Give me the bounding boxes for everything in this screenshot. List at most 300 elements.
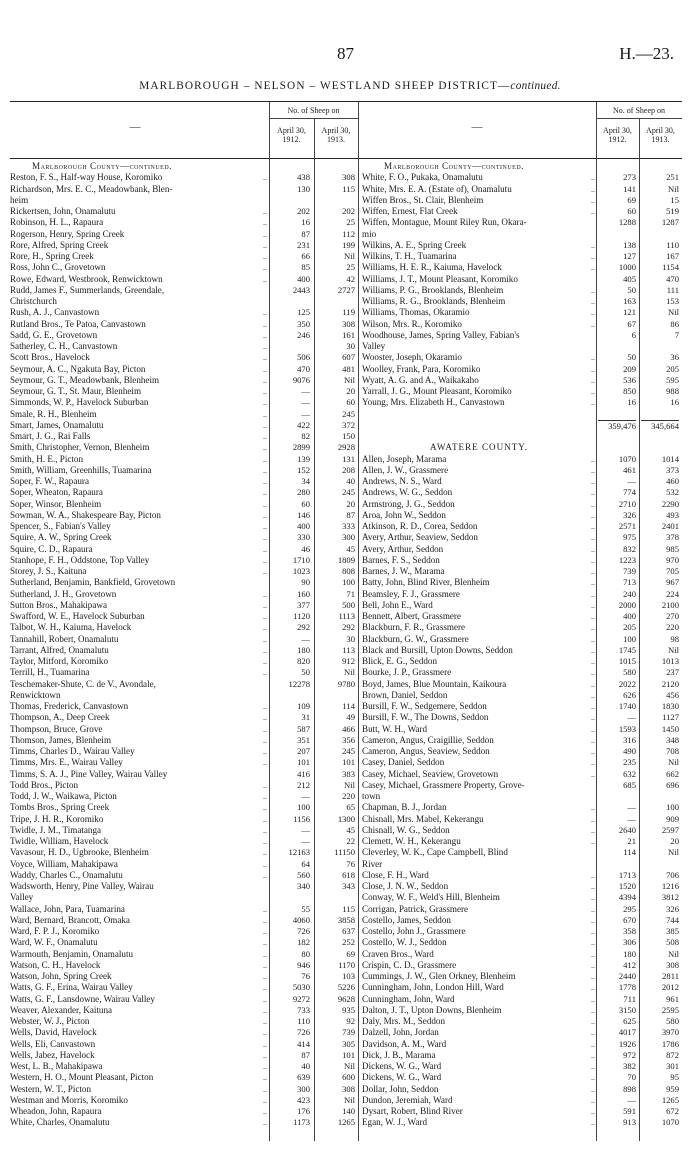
sheep-1913: 11150 [334, 847, 355, 858]
holder-name: Dalton, J. T., Upton Downs, Blenheim [362, 1004, 502, 1015]
leader-dots: .. [263, 387, 267, 396]
holder-name: Robinson, H. L., Rapaura [10, 217, 104, 228]
table-row [362, 892, 682, 903]
sheep-1913: 708 [666, 746, 679, 756]
holder-name: Simmonds, W. P., Havelock Suburban [10, 397, 149, 408]
table-row [10, 994, 358, 1005]
sheep-1913: 378 [666, 532, 679, 543]
holder-name: White, Mrs. E. A. (Estate of), Onamalutu [362, 183, 512, 194]
holder-name: Close, J. N. W., Seddon [362, 881, 449, 891]
holder-name: Valley [10, 892, 34, 903]
holder-name: Andrews, W. G., Seddon [362, 487, 453, 498]
sheep-1912: 110 [297, 1016, 310, 1026]
leader-dots: .. [591, 803, 595, 813]
sheep-1912: 21 [627, 836, 636, 846]
holder-name: Wadsworth, Henry, Pine Valley, Wairau [10, 881, 154, 891]
table-row [10, 274, 358, 285]
sheep-1913: 2290 [661, 498, 679, 509]
sheep-1913: 251 [666, 172, 679, 183]
table-row [10, 544, 358, 555]
table-row [10, 465, 358, 476]
sheep-1913: 115 [342, 183, 355, 194]
leader-dots: .. [591, 1017, 595, 1026]
table-row [10, 251, 358, 262]
sheep-1913: 2597 [661, 824, 679, 835]
holder-name: Scott Bros., Havelock [10, 352, 90, 363]
sheep-1912: 1740 [618, 701, 636, 711]
holder-name: Ward, W. F., Onamalutu [10, 937, 98, 948]
holder-name: Dollar, John, Seddon [362, 1083, 439, 1094]
sheep-1912: 109 [297, 701, 310, 711]
sheep-1912: 70 [627, 1072, 636, 1083]
table-row [10, 532, 358, 543]
holder-name: Vavasour, H. D., Ugbrooke, Blenheim [10, 847, 149, 858]
leader-dots: .. [591, 184, 595, 194]
sheep-1913: Nil [668, 183, 679, 194]
sheep-1913: 1450 [661, 723, 679, 734]
table-row [362, 262, 682, 273]
table-row [362, 802, 682, 813]
leader-dots: .. [263, 330, 267, 340]
sheep-1913: 3858 [337, 914, 355, 925]
leader-dots: .. [263, 623, 267, 633]
sheep-1913: 76 [346, 858, 355, 869]
leader-dots: .. [591, 240, 595, 250]
holder-name: Wallace, John, Para, Tuamarina [10, 903, 125, 914]
sheep-1913: Nil [668, 307, 679, 318]
sheep-1912: 16 [627, 397, 636, 408]
sheep-1912: 316 [623, 734, 636, 745]
sheep-1913: 101 [342, 757, 355, 768]
leader-dots: .. [591, 1039, 595, 1049]
sheep-1913: 1265 [337, 1117, 355, 1128]
sheep-1913: 3970 [661, 1027, 679, 1038]
right-column [362, 161, 682, 1141]
sheep-1913: 100 [342, 577, 355, 588]
sheep-table [10, 101, 682, 1141]
table-row [10, 217, 358, 228]
holder-name: Wells, Eli, Canvastown [10, 1038, 96, 1049]
leader-dots: .. [263, 870, 267, 880]
holder-name: Cleverley, W. K., Cape Campbell, Blind [362, 847, 508, 858]
holder-name: Wiffen, Montague, Mount Riley Run, Okara- [362, 217, 527, 228]
leader-dots: .. [263, 1050, 267, 1060]
leader-dots: .. [591, 454, 595, 464]
sheep-1913: 113 [342, 644, 355, 655]
table-header [10, 101, 682, 159]
sheep-1912: 202 [297, 206, 310, 216]
leader-dots: .. [263, 263, 267, 273]
holder-name: Beamsley, F. J., Grassmere [362, 588, 460, 599]
right-group-header: No. of Sheep on [613, 106, 665, 115]
left-column [10, 161, 358, 1141]
sheep-1912: 423 [297, 1094, 310, 1105]
sheep-1913: 101 [342, 1049, 355, 1060]
title-continued: continued. [510, 80, 561, 92]
sheep-1913: 220 [666, 622, 679, 633]
leader-dots: .. [591, 915, 595, 925]
sheep-1913: Nil [668, 948, 679, 959]
sheep-1912: — [627, 813, 636, 824]
table-row [10, 240, 358, 251]
sheep-1912: 163 [623, 296, 636, 306]
holder-name: Todd, J. W., Waikawa, Picton [10, 791, 117, 801]
table-row [362, 532, 682, 543]
sheep-1912: 1120 [293, 611, 310, 621]
sheep-1912: 180 [297, 644, 310, 655]
sheep-1912: 350 [297, 318, 310, 329]
holder-name: Williams, R. G., Brooklands, Blenheim [362, 296, 506, 306]
sheep-1913: 305 [342, 1038, 355, 1049]
sheep-1913: 326 [666, 903, 679, 914]
table-row [362, 949, 682, 960]
leader-dots: .. [263, 645, 267, 655]
leader-dots: .. [591, 1005, 595, 1015]
table-row [362, 510, 682, 521]
sheep-1912: 1015 [618, 656, 636, 666]
holder-name: Swafford, W. E., Havelock Suburban [10, 611, 145, 621]
holder-name: Sutherland, J. H., Grovetown [10, 588, 117, 599]
leader-dots: .. [591, 1062, 595, 1071]
table-row [362, 960, 682, 971]
sheep-1913: Nil [344, 1094, 355, 1105]
leader-dots: .. [591, 702, 595, 711]
leader-dots: .. [591, 679, 595, 689]
table-row [10, 780, 358, 791]
holder-name: Storey, J. S., Kaituna [10, 566, 87, 576]
holder-name: Cunningham, John, Ward [362, 993, 455, 1004]
leader-dots: .. [591, 1028, 595, 1038]
table-row [362, 1084, 682, 1095]
sheep-1913: 744 [666, 914, 679, 925]
sheep-1913: 87 [346, 509, 355, 520]
table-row [362, 701, 682, 712]
sheep-1912: 670 [623, 914, 636, 925]
sheep-1912: 1070 [618, 453, 636, 464]
table-row [362, 544, 682, 555]
sheep-1913: 110 [666, 239, 679, 250]
holder-name: Costello, John J., Grassmere [362, 926, 466, 936]
sheep-1913: 22 [346, 836, 355, 846]
sheep-1913: 245 [342, 408, 355, 419]
sheep-1912: 733 [297, 1004, 310, 1015]
holder-name: Wells, David, Havelock [10, 1027, 97, 1038]
sheep-1913: 40 [346, 476, 355, 486]
table-row [10, 960, 358, 971]
table-row [10, 814, 358, 825]
sheep-1912: 121 [623, 307, 636, 318]
leader-dots: .. [591, 567, 595, 576]
sheep-1913: 532 [666, 487, 679, 498]
holder-name: Williams, J. T., Mount Pleasant, Koromiko [362, 273, 518, 284]
sheep-1913: Nil [668, 847, 679, 858]
leader-dots: .. [591, 893, 595, 903]
leader-dots: .. [263, 758, 267, 768]
section-heading [10, 161, 358, 172]
holder-name: Atkinson, R. D., Corea, Seddon [362, 521, 478, 531]
holder-name: Dalzell, John, Jordan [362, 1027, 439, 1038]
table-row [10, 319, 358, 330]
sheep-1912: 359,476 [598, 420, 636, 432]
sheep-1912: 40 [301, 1061, 310, 1071]
leader-dots: .. [591, 1084, 595, 1094]
sheep-1912: 1173 [293, 1117, 310, 1128]
sheep-1913: 45 [346, 543, 355, 554]
table-row [10, 690, 358, 701]
leader-dots: .. [263, 904, 267, 914]
holder-name: Marlborough County—continued. [32, 161, 172, 171]
table-row [10, 1117, 358, 1128]
holder-name: Smith, H. E., Picton [10, 453, 84, 464]
sheep-1912: — [627, 802, 636, 813]
sheep-1912: 180 [623, 948, 636, 959]
table-row [10, 949, 358, 960]
sheep-1912: 2640 [618, 824, 636, 835]
sheep-1913: 2120 [661, 678, 679, 689]
table-row [10, 206, 358, 217]
sheep-1913: 345,664 [641, 420, 679, 432]
sheep-1913: 1300 [337, 813, 355, 824]
leader-dots: .. [591, 533, 595, 543]
holder-name: Thomson, James, Blenheim [10, 734, 112, 745]
holder-name: Avery, Arthur, Seaview, Seddon [362, 532, 478, 543]
sheep-1913: 167 [666, 251, 679, 261]
holder-name: White, F. O., Pukaka, Onamalutu [362, 172, 483, 183]
sheep-1913: 1154 [662, 262, 679, 273]
sheep-1912: 1288 [618, 217, 636, 228]
leader-dots: .. [591, 972, 595, 981]
holder-name: Wilkins, T. H., Tuamarina [362, 251, 457, 261]
holder-name: Avery, Arthur, Seddon [362, 543, 444, 554]
leader-dots: .. [591, 252, 595, 261]
sheep-1912: 3150 [618, 1004, 636, 1015]
sheep-1912: 2022 [618, 678, 636, 689]
leader-dots: .. [263, 488, 267, 498]
sheep-1913: 208 [342, 464, 355, 475]
leader-dots: .. [263, 927, 267, 936]
sheep-1912: 5030 [292, 982, 310, 993]
sheep-1913: 705 [666, 566, 679, 576]
leader-dots: .. [263, 994, 267, 1004]
holder-name: Costello, James, Seddon [362, 914, 451, 925]
sheep-1912: 1156 [293, 813, 310, 824]
holder-name: Soper, F. W., Rapaura [10, 476, 89, 486]
leader-dots: .. [263, 319, 267, 329]
sheep-1913: 103 [342, 971, 355, 981]
sheep-1913: 500 [342, 599, 355, 610]
sheep-1912: 490 [623, 746, 636, 756]
table-row [10, 847, 358, 858]
sheep-1913: 2401 [661, 521, 679, 531]
table-row [362, 1016, 682, 1027]
holder-name: Woodhouse, James, Spring Valley, Fabian's [362, 329, 520, 340]
leader-dots: .. [263, 713, 267, 723]
leader-dots: .. [263, 1005, 267, 1015]
section-heading [362, 442, 682, 453]
sheep-1913: 71 [346, 588, 355, 599]
sheep-1912: 625 [623, 1016, 636, 1026]
sheep-1913: 30 [346, 341, 355, 351]
sheep-1912: 382 [623, 1061, 636, 1071]
table-row [362, 307, 682, 318]
table-row [10, 341, 358, 352]
table-row [10, 1061, 358, 1072]
sheep-1912: 422 [297, 419, 310, 430]
sheep-1912: 231 [297, 239, 310, 250]
sheep-1912: 152 [297, 464, 310, 475]
leader-dots: .. [591, 364, 595, 374]
leader-dots: .. [263, 972, 267, 981]
sheep-1912: 87 [301, 1049, 310, 1060]
sheep-1912: 2000 [618, 599, 636, 610]
leader-dots: .. [263, 342, 267, 351]
holder-name: Spencer, S., Fabian's Valley [10, 521, 111, 531]
leader-dots: .. [263, 612, 267, 621]
sheep-1913: 343 [342, 881, 355, 891]
sheep-1913: 245 [342, 487, 355, 498]
holder-name: Dickens, W. G., Ward [362, 1072, 442, 1083]
table-row [362, 870, 682, 881]
holder-name: Smart, James, Onamalutu [10, 419, 104, 430]
leader-dots: .. [263, 938, 267, 948]
holder-name: Blackburn, G. W., Grassmere [362, 633, 469, 644]
holder-name: Thomas, Frederick, Canvastown [10, 701, 129, 711]
sheep-1912: 82 [301, 431, 310, 441]
sheep-1912: 66 [301, 251, 310, 261]
sheep-1913: Nil [344, 374, 355, 385]
holder-name: Rudd, James F., Summerlands, Greendale, [10, 284, 165, 295]
sheep-1913: 2595 [661, 1004, 679, 1015]
sheep-1913: 98 [670, 633, 679, 644]
sheep-1912: 739 [623, 566, 636, 576]
leader-dots: .. [591, 297, 595, 306]
sheep-1913: 912 [342, 656, 355, 666]
sheep-1913: 25 [346, 217, 355, 228]
leader-dots: .. [591, 308, 595, 318]
table-row [10, 487, 358, 498]
sheep-1912: 591 [623, 1106, 636, 1116]
holder-name: Wyatt, A. G. and A., Waikakaho [362, 374, 479, 385]
leader-dots: .. [263, 409, 267, 419]
sheep-1913: 470 [666, 273, 679, 284]
table-row [362, 690, 682, 701]
holder-name: Blick, E. G., Seddon [362, 656, 438, 666]
holder-name: Tripe, J. H. R., Koromiko [10, 813, 104, 824]
holder-name: River [362, 858, 383, 869]
sheep-1913: 7 [674, 329, 679, 340]
sheep-1913: 1265 [661, 1094, 679, 1105]
table-row [362, 611, 682, 622]
table-row [362, 172, 682, 183]
holder-name: Dundon, Jeremiah, Ward [362, 1094, 453, 1105]
sheep-1913: 20 [346, 386, 355, 396]
sheep-1913: 959 [666, 1083, 679, 1094]
sheep-1912: 626 [623, 689, 636, 700]
table-row [10, 454, 358, 465]
sheep-1912: 898 [623, 1083, 636, 1094]
table-row [10, 386, 358, 397]
table-row [10, 262, 358, 273]
leader-dots: .. [263, 949, 267, 959]
table-row [362, 240, 682, 251]
sheep-1912: 639 [297, 1072, 310, 1083]
sheep-1912: 340 [297, 881, 310, 891]
sheep-1912: 685 [623, 779, 636, 790]
sheep-1913: 808 [342, 566, 355, 576]
sheep-1913: 2012 [661, 982, 679, 993]
holder-name: mio [362, 228, 377, 239]
sheep-1912: 182 [297, 937, 310, 948]
leader-dots: .. [263, 544, 267, 554]
leader-dots: .. [591, 499, 595, 509]
holder-name: Yarrall, J. G., Mount Pleasant, Koromiko [362, 386, 512, 396]
table-row [10, 442, 358, 453]
sheep-1913: 356 [342, 734, 355, 745]
leader-dots: .. [591, 1073, 595, 1083]
table-row [10, 724, 358, 735]
holder-name: Watts, G. F., Erina, Wairau Valley [10, 982, 133, 993]
table-row [362, 1072, 682, 1083]
leader-dots: .. [591, 285, 595, 295]
sheep-1913: 580 [666, 1016, 679, 1026]
sheep-1913: 372 [342, 419, 355, 430]
leader-dots: .. [591, 555, 595, 565]
sheep-1912: 55 [301, 903, 310, 914]
leader-dots: .. [591, 353, 595, 363]
right-col1-header: April 30, 1912. [603, 126, 632, 144]
sheep-1913: 519 [666, 206, 679, 216]
holder-name: Wiffen, Ernest, Flat Creek [362, 206, 458, 216]
leader-dots: .. [591, 263, 595, 273]
sheep-1913: 662 [666, 768, 679, 779]
sheep-1913: 1830 [661, 701, 679, 711]
sheep-1913: 909 [666, 813, 679, 824]
left-col2-header: April 30, 1913. [321, 126, 351, 144]
sheep-1913: 1113 [338, 611, 355, 621]
leader-dots: .. [591, 398, 595, 408]
sheep-1913: 308 [342, 318, 355, 329]
sheep-1912: 412 [623, 959, 636, 970]
sheep-1912: 820 [297, 656, 310, 666]
leader-dots: .. [263, 274, 267, 284]
holder-name: Conway, W. F., Weld's Hill, Blenheim [362, 892, 500, 903]
sheep-1913: 1127 [662, 712, 679, 723]
sheep-1913: 100 [666, 802, 679, 813]
table-row [362, 555, 682, 566]
sheep-1912: 31 [301, 712, 310, 723]
table-row [362, 1106, 682, 1117]
leader-dots: .. [263, 1107, 267, 1116]
table-row [10, 600, 358, 611]
sheep-1913: 1216 [661, 881, 679, 891]
leader-dots: .. [591, 1050, 595, 1060]
sheep-1913: 15 [670, 194, 679, 205]
table-row [362, 217, 682, 228]
holder-name: Valley [362, 341, 386, 351]
table-row [10, 1005, 358, 1016]
holder-name: Cameron, Angus, Craigillie, Seddon [362, 734, 494, 745]
table-row [362, 881, 682, 892]
holder-name: Richardson, Mrs. E. C., Meadowbank, Blen- [10, 183, 173, 194]
leader-dots: .. [263, 1028, 267, 1038]
leader-dots: .. [591, 612, 595, 621]
leader-dots: .. [591, 578, 595, 588]
sheep-1913: 456 [666, 689, 679, 700]
table-row [362, 454, 682, 465]
sheep-1912: 711 [623, 993, 636, 1004]
leader-dots: .. [591, 983, 595, 993]
table-row [362, 904, 682, 915]
